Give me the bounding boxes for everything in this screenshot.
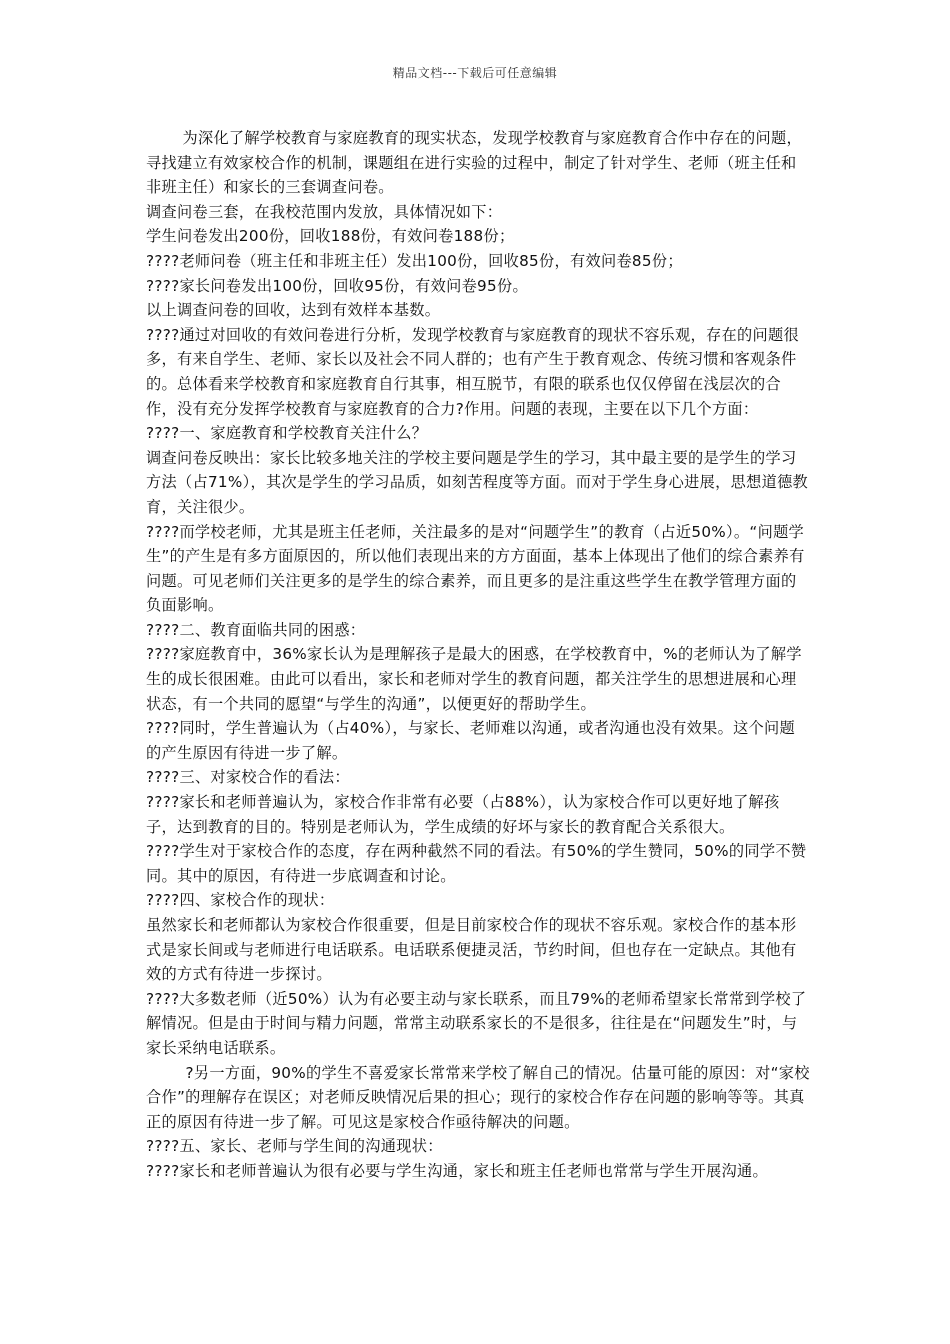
document-body (146, 126, 810, 1184)
paragraph-intro: 为深化了解学校教育与家庭教育的现实状态，发现学校教育与家庭教育合作中存在的问题，寻找建立有效家校合作的机制，课题组在进行实验的过程中，制定了针对学生、老师（班主任和非班主任）和家长的三套调查问卷。 (146, 129, 802, 197)
paragraph: ????通过对回收的有效问卷进行分析，发现学校教育与家庭教育的现状不容乐观，存在的问题很多，有来自学生、老师、家长以及社会不同人群的；也有产生于教育观念、传统习惯和客观条件的。总体看来学校教育和家庭教育自行其事，相互脱节，有限的联系也仅仅停留在浅层次的合作，没有充分发挥学校教育与家庭教育的合力?作用。问题的表现，主要在以下几个方面： (146, 325, 799, 418)
paragraph: ????家长问卷发出100份，回收95份，有效问卷95份。 (146, 276, 528, 295)
section-heading: ????二、教育面临共同的困惑： (146, 620, 366, 639)
paragraph: ????学生对于家校合作的态度，存在两种截然不同的看法。有50%的学生赞同，50%的同学不赞同。其中的原因，有待进一步底调查和讨论。 (146, 842, 807, 885)
paragraph: ????同时，学生普遍认为（占40%），与家长、老师难以沟通，或者沟通也没有效果。这个问题的产生原因有待进一步了解。 (146, 719, 796, 762)
paragraph: ????大多数老师（近50%）认为有必要主动与家长联系，而且79%的老师希望家长常常到学校了解情况。但是由于时间与精力问题，常常主动联系家长的不是很多，往往是在“问题发生”时，与家长采纳电话联系。 (146, 989, 807, 1057)
paragraph: ????而学校老师，尤其是班主任老师，关注最多的是对“问题学生”的教育（占近50%）。“问题学生”的产生是有多方面原因的，所以他们表现出来的方方面面，基本上体现出了他们的综合素养有问题。可见老师们关注更多的是学生的综合素养，而且更多的是注重这些学生在教学管理方面的负面影响。 (146, 522, 805, 615)
paragraph: ?另一方面，90%的学生不喜爱家长常常来学校了解自己的情况。估量可能的原因：对“家校合作”的理解存在误区；对老师反映情况后果的担心；现行的家校合作存在问题的影响等等。其真正的原因有待进一步了解。可见这是家校合作亟待解决的问题。 (146, 1063, 810, 1131)
paragraph: ????老师问卷（班主任和非班主任）发出100份，回收85份，有效问卷85份； (146, 251, 683, 270)
paragraph: 虽然家长和老师都认为家校合作很重要，但是目前家校合作的现状不容乐观。家校合作的基本形式是家长间或与老师进行电话联系。电话联系便捷灵活，节约时间，但也存在一定缺点。其他有效的方式有待进一步探讨。 (146, 916, 797, 984)
section-heading: ????一、家庭教育和学校教育关注什么？ (146, 424, 428, 443)
section-heading: ????四、家校合作的现状： (146, 891, 335, 910)
paragraph: 以上调查问卷的回收，达到有效样本基数。 (146, 301, 441, 320)
paragraph: ????家长和老师普遍认为，家校合作非常有必要（占88%），认为家校合作可以更好地了解孩子，达到教育的目的。特别是老师认为，学生成绩的好坏与家长的教育配合关系很大。 (146, 793, 780, 836)
paragraph: 调查问卷反映出：家长比较多地关注的学校主要问题是学生的学习，其中最主要的是学生的学习方法（占71%），其次是学生的学习品质，如刻苦程度等方面。而对于学生身心进展，思想道德教育，关注很少。 (146, 448, 809, 516)
section-heading: ????五、家长、老师与学生间的沟通现状： (146, 1137, 443, 1156)
paragraph: 调查问卷三套，在我校范围内发放，具体情况如下： (146, 202, 503, 221)
paragraph: 学生问卷发出200份，回收188份，有效问卷188份； (146, 227, 515, 246)
page-header: 精品文档---下载后可任意编辑 (392, 66, 558, 80)
paragraph: ????家庭教育中，36%家长认为是理解孩子是最大的困惑，在学校教育中，%的老师认为了解学生的成长很困难。由此可以看出，家长和老师对学生的教育问题，都关注学生的思想进展和心理状态，有一个共同的愿望“与学生的沟通”，以便更好的帮助学生。 (146, 645, 802, 713)
paragraph: ????家长和老师普遍认为很有必要与学生沟通，家长和班主任老师也常常与学生开展沟通。 (146, 1161, 768, 1180)
section-heading: ????三、对家校合作的看法： (146, 768, 350, 787)
